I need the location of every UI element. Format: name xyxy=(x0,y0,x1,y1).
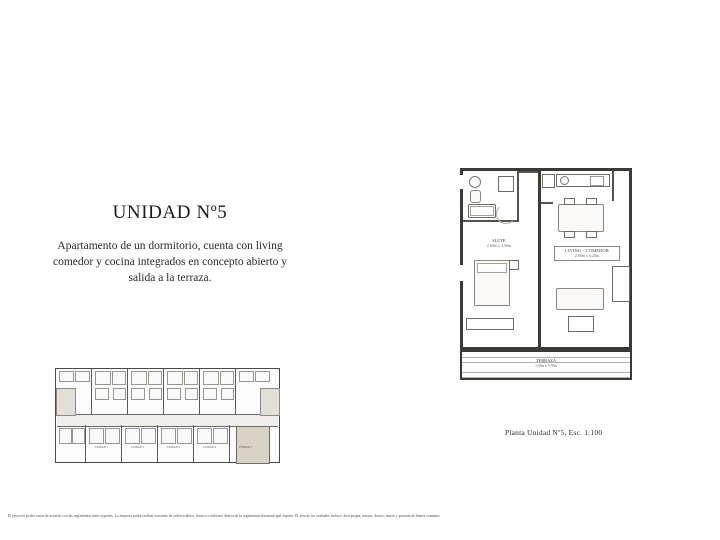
kitchen-sink-icon xyxy=(560,176,569,185)
keyplan-room xyxy=(131,371,147,385)
room-dim-terraza: 1,55m x 5,70m xyxy=(535,363,557,368)
fridge-icon xyxy=(542,174,555,188)
room-dim-suite: 2,60m x 3,50m xyxy=(486,243,512,248)
keyplan-room xyxy=(75,371,90,382)
coffee-table-icon xyxy=(568,316,594,332)
keyplan-highlighted-unit[interactable] xyxy=(236,426,270,464)
room-name-living: LIVING - COMEDOR xyxy=(565,248,609,253)
keyplan-room xyxy=(95,371,111,385)
keyplan-unit-label: UNIDAD 3 xyxy=(167,446,180,449)
keyplan-unit-label: UNIDAD 1 xyxy=(95,446,108,449)
shower-icon xyxy=(498,176,514,192)
apartment-floorplan xyxy=(460,168,632,368)
footer-disclaimer: El proyecto podrá variar de acuerdo con las reglamentaciones vigentes. La empresa podrá realizar variantes de orden estético, técnico o utilitario dentro de la reglamentación municipal vigente. El área de los acabados incluye: área propia, terraza, ductos, muros y prorrata de bienes comunes. xyxy=(8,514,441,518)
window-opening xyxy=(460,174,463,190)
bathroom-wall-vertical xyxy=(517,171,519,222)
keyplan-room xyxy=(167,388,181,400)
room-dim-living: 2,80m x 6,20m xyxy=(574,253,600,258)
keyplan-divider xyxy=(199,369,200,414)
room-label-suite xyxy=(468,238,530,249)
terrace-stripe xyxy=(462,372,630,373)
toilet-icon xyxy=(470,190,481,203)
keyplan-room xyxy=(149,388,162,400)
keyplan-room xyxy=(89,428,104,444)
keyplan-room xyxy=(105,428,120,444)
bed-pillow-icon xyxy=(477,263,507,273)
keyplan-unit-label: UNIDAD 2 xyxy=(131,446,144,449)
keyplan-room xyxy=(203,388,217,400)
sink-icon xyxy=(469,176,481,188)
nightstand-icon xyxy=(509,260,519,270)
entry-wall-stub xyxy=(519,171,538,173)
terrace-area xyxy=(460,350,632,380)
bathtub-inner xyxy=(470,206,494,216)
room-label-living xyxy=(554,246,620,261)
keyplan-room xyxy=(239,371,254,382)
dining-chair-icon xyxy=(564,198,575,205)
sofa-icon xyxy=(556,288,604,310)
keyplan-divider xyxy=(85,425,86,462)
keyplan-room xyxy=(59,371,74,382)
keyplan-room xyxy=(167,371,183,385)
keyplan-unit-label: UNIDAD 5 xyxy=(239,446,252,449)
keyplan-room xyxy=(113,388,126,400)
keyplan-room xyxy=(112,371,126,385)
keyplan-end-block-right xyxy=(260,388,280,416)
room-name-terraza: TERRAZA xyxy=(535,358,557,363)
keyplan-room xyxy=(131,388,145,400)
keyplan-room xyxy=(184,371,198,385)
keyplan-room xyxy=(161,428,176,444)
keyplan-divider xyxy=(121,425,122,462)
keyplan-divider xyxy=(163,369,164,414)
keyplan-divider xyxy=(91,369,92,414)
keyplan-room xyxy=(177,428,192,444)
bathroom-door-icon xyxy=(496,204,516,224)
keyplan-room xyxy=(220,371,234,385)
kitchen-wall-stub xyxy=(541,202,553,204)
keyplan-room xyxy=(213,428,228,444)
stove-icon xyxy=(590,176,604,186)
keyplan-divider xyxy=(193,425,194,462)
keyplan-building-floorplan xyxy=(55,368,280,463)
entry-door-opening xyxy=(460,264,463,282)
keyplan-room xyxy=(95,388,109,400)
wardrobe-icon xyxy=(466,318,514,330)
keyplan-divider xyxy=(235,369,236,414)
page-title: UNIDAD Nº5 xyxy=(112,202,228,223)
dining-chair-icon xyxy=(564,231,575,238)
keyplan-room xyxy=(203,371,219,385)
keyplan-divider xyxy=(127,369,128,414)
dining-chair-icon xyxy=(586,231,597,238)
living-wall-stub xyxy=(612,171,614,201)
tv-unit-icon xyxy=(612,266,630,302)
keyplan-divider xyxy=(229,425,230,462)
room-name-suite: SUITE xyxy=(492,238,506,243)
keyplan-room xyxy=(59,428,72,444)
keyplan-unit-label: UNIDAD 4 xyxy=(203,446,216,449)
keyplan-room xyxy=(255,371,270,382)
keyplan-room xyxy=(148,371,162,385)
keyplan-divider xyxy=(157,425,158,462)
keyplan-end-block-left xyxy=(56,388,76,416)
keyplan-room xyxy=(125,428,140,444)
keyplan-room xyxy=(141,428,156,444)
keyplan-room xyxy=(221,388,234,400)
dining-chair-icon xyxy=(586,198,597,205)
plan-caption: Planta Unidad Nº5, Esc. 1:100 xyxy=(505,428,603,437)
dining-table-icon xyxy=(558,204,604,232)
keyplan-room xyxy=(197,428,212,444)
keyplan-room xyxy=(72,428,85,444)
terrace-stripe xyxy=(462,377,630,378)
room-label-terraza xyxy=(535,358,557,369)
interior-wall-vertical xyxy=(538,171,541,350)
unit-description: Apartamento de un dormitorio, cuenta con living comedor y cocina integrados en concepto abierto y salida a la terraza. xyxy=(52,240,288,284)
keyplan-room xyxy=(185,388,198,400)
